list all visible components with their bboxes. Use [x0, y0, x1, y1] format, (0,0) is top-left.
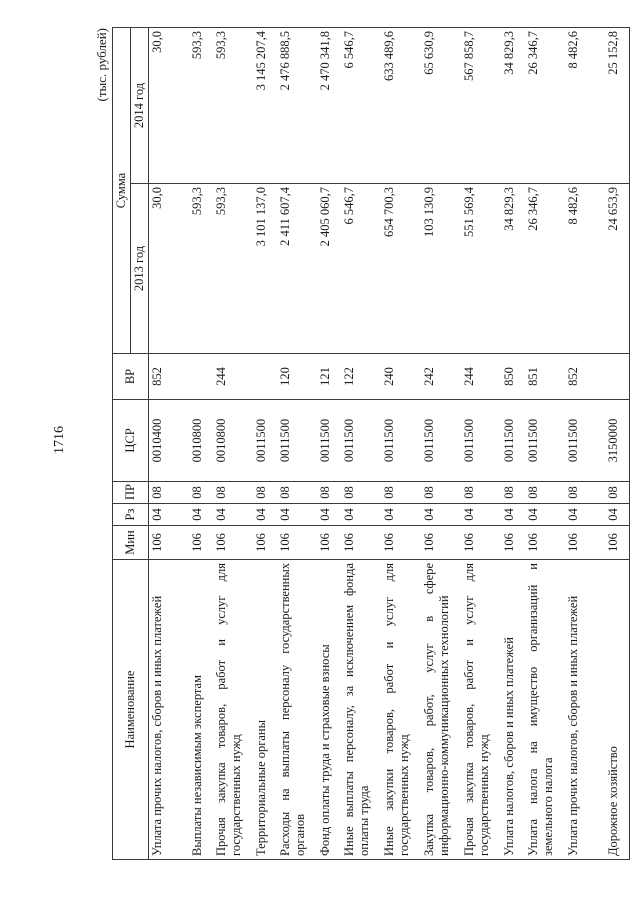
- cell-2013: 103 130,9: [421, 184, 461, 354]
- cell-2014: 633 489,6: [381, 28, 421, 184]
- table-row: [253, 28, 277, 860]
- cell-rz: 04: [421, 504, 461, 526]
- table-row: [341, 28, 381, 860]
- cell-vr: 850: [501, 354, 525, 400]
- cell-2014: 593,3: [213, 28, 253, 184]
- cell-name: Уплата налогов, сборов и иных платежей: [501, 560, 525, 860]
- table-body: [149, 28, 630, 860]
- header-vr: ВР: [113, 354, 149, 400]
- cell-rz: 04: [253, 504, 277, 526]
- cell-2013: 26 346,7: [525, 184, 565, 354]
- cell-2014: 3 145 207,4: [253, 28, 277, 184]
- cell-vr: 244: [461, 354, 501, 400]
- units-label: (тыс. рублей): [94, 28, 109, 102]
- cell-min: 106: [189, 526, 213, 560]
- cell-name: Дорожное хозяйство: [605, 560, 630, 860]
- cell-rz: 04: [605, 504, 630, 526]
- cell-2014: 25 152,8: [605, 28, 630, 184]
- table-header: [113, 28, 149, 860]
- cell-vr: 240: [381, 354, 421, 400]
- cell-name: Расходы на выплаты персоналу государственных органов: [277, 560, 317, 860]
- cell-2014: 567 858,7: [461, 28, 501, 184]
- cell-min: 106: [565, 526, 605, 560]
- cell-2014: 8 482,6: [565, 28, 605, 184]
- cell-2013: 551 569,4: [461, 184, 501, 354]
- header-name: Наименование: [113, 560, 149, 860]
- cell-2014: 65 630,9: [421, 28, 461, 184]
- cell-2013: 654 700,3: [381, 184, 421, 354]
- cell-min: 106: [149, 526, 190, 560]
- cell-min: 106: [253, 526, 277, 560]
- cell-csr: 0011500: [525, 400, 565, 482]
- cell-vr: 242: [421, 354, 461, 400]
- cell-vr: 852: [149, 354, 190, 400]
- cell-2013: 593,3: [213, 184, 253, 354]
- cell-csr: 0011500: [421, 400, 461, 482]
- cell-min: 106: [317, 526, 341, 560]
- cell-pr: 08: [565, 482, 605, 504]
- cell-pr: 08: [461, 482, 501, 504]
- table-row: [317, 28, 341, 860]
- table-row: [525, 28, 565, 860]
- cell-pr: 08: [501, 482, 525, 504]
- cell-csr: 0010400: [149, 400, 190, 482]
- cell-csr: 0010800: [189, 400, 213, 482]
- rotated-table-area: [92, 28, 620, 860]
- cell-pr: 08: [213, 482, 253, 504]
- cell-min: 106: [525, 526, 565, 560]
- cell-pr: 08: [189, 482, 213, 504]
- cell-pr: 08: [381, 482, 421, 504]
- cell-csr: 0011500: [341, 400, 381, 482]
- cell-rz: 04: [149, 504, 190, 526]
- header-rz: Рз: [113, 504, 149, 526]
- cell-min: 106: [341, 526, 381, 560]
- cell-pr: 08: [421, 482, 461, 504]
- cell-name: Выплаты независимым экспертам: [189, 560, 213, 860]
- cell-min: 106: [501, 526, 525, 560]
- table-row: [213, 28, 253, 860]
- cell-vr: 244: [213, 354, 253, 400]
- cell-2014: 6 546,7: [341, 28, 381, 184]
- cell-2014: 34 829,3: [501, 28, 525, 184]
- cell-name: Иные закупки товаров, работ и услуг для государственных нужд: [381, 560, 421, 860]
- cell-csr: 3150000: [605, 400, 630, 482]
- cell-csr: 0010800: [213, 400, 253, 482]
- table-row: [149, 28, 190, 860]
- cell-min: 106: [277, 526, 317, 560]
- cell-min: 106: [605, 526, 630, 560]
- cell-rz: 04: [317, 504, 341, 526]
- cell-vr: 122: [341, 354, 381, 400]
- cell-name: Уплата прочих налогов, сборов и иных платежей: [565, 560, 605, 860]
- cell-vr: 120: [277, 354, 317, 400]
- cell-2013: 3 101 137,0: [253, 184, 277, 354]
- cell-csr: 0011500: [501, 400, 525, 482]
- cell-csr: 0011500: [565, 400, 605, 482]
- header-pr: ПР: [113, 482, 149, 504]
- header-csr: ЦСР: [113, 400, 149, 482]
- cell-name: Закупка товаров, работ, услуг в сфере информационно-коммуникационных технологий: [421, 560, 461, 860]
- cell-pr: 08: [277, 482, 317, 504]
- cell-2013: 30,0: [149, 184, 190, 354]
- cell-rz: 04: [277, 504, 317, 526]
- cell-vr: [605, 354, 630, 400]
- cell-name: Фонд оплаты труда и страховые взносы: [317, 560, 341, 860]
- header-sum: Сумма: [113, 28, 131, 354]
- table-row: [461, 28, 501, 860]
- cell-name: Иные выплаты персоналу, за исключением фонда оплаты труда: [341, 560, 381, 860]
- cell-2013: 2 405 060,7: [317, 184, 341, 354]
- cell-rz: 04: [525, 504, 565, 526]
- header-2013: 2013 год: [131, 184, 149, 354]
- cell-min: 106: [381, 526, 421, 560]
- cell-pr: 08: [525, 482, 565, 504]
- cell-vr: [189, 354, 213, 400]
- cell-2013: 8 482,6: [565, 184, 605, 354]
- page-number: 1716: [52, 426, 67, 454]
- table-row: [421, 28, 461, 860]
- cell-2014: 26 346,7: [525, 28, 565, 184]
- table-row: [277, 28, 317, 860]
- cell-min: 106: [461, 526, 501, 560]
- cell-pr: 08: [253, 482, 277, 504]
- cell-2013: 24 653,9: [605, 184, 630, 354]
- cell-csr: 0011500: [253, 400, 277, 482]
- cell-2013: 2 411 607,4: [277, 184, 317, 354]
- cell-2014: 30,0: [149, 28, 190, 184]
- cell-pr: 08: [149, 482, 190, 504]
- cell-name: Территориальные органы: [253, 560, 277, 860]
- cell-min: 106: [213, 526, 253, 560]
- cell-name: Прочая закупка товаров, работ и услуг для государственных нужд: [461, 560, 501, 860]
- cell-2014: 2 476 888,5: [277, 28, 317, 184]
- cell-2014: 2 470 341,8: [317, 28, 341, 184]
- cell-2013: 34 829,3: [501, 184, 525, 354]
- table-row: [605, 28, 630, 860]
- header-2014: 2014 год: [131, 28, 149, 184]
- table-row: [565, 28, 605, 860]
- cell-rz: 04: [501, 504, 525, 526]
- cell-rz: 04: [381, 504, 421, 526]
- cell-rz: 04: [189, 504, 213, 526]
- cell-2013: 6 546,7: [341, 184, 381, 354]
- cell-csr: 0011500: [381, 400, 421, 482]
- budget-table: [112, 27, 630, 860]
- cell-csr: 0011500: [461, 400, 501, 482]
- cell-rz: 04: [565, 504, 605, 526]
- cell-rz: 04: [341, 504, 381, 526]
- cell-csr: 0011500: [277, 400, 317, 482]
- table-row: [189, 28, 213, 860]
- cell-vr: 121: [317, 354, 341, 400]
- cell-pr: 08: [341, 482, 381, 504]
- cell-rz: 04: [213, 504, 253, 526]
- table-row: [501, 28, 525, 860]
- table-row: [381, 28, 421, 860]
- cell-pr: 08: [605, 482, 630, 504]
- cell-vr: 851: [525, 354, 565, 400]
- cell-2014: 593,3: [189, 28, 213, 184]
- cell-vr: 852: [565, 354, 605, 400]
- cell-vr: [253, 354, 277, 400]
- cell-min: 106: [421, 526, 461, 560]
- cell-rz: 04: [461, 504, 501, 526]
- cell-name: Уплата прочих налогов, сборов и иных платежей: [149, 560, 190, 860]
- cell-2013: 593,3: [189, 184, 213, 354]
- cell-name: Уплата налога на имущество организаций и земельного налога: [525, 560, 565, 860]
- cell-name: Прочая закупка товаров, работ и услуг для государственных нужд: [213, 560, 253, 860]
- cell-csr: 0011500: [317, 400, 341, 482]
- header-min: Мин: [113, 526, 149, 560]
- cell-pr: 08: [317, 482, 341, 504]
